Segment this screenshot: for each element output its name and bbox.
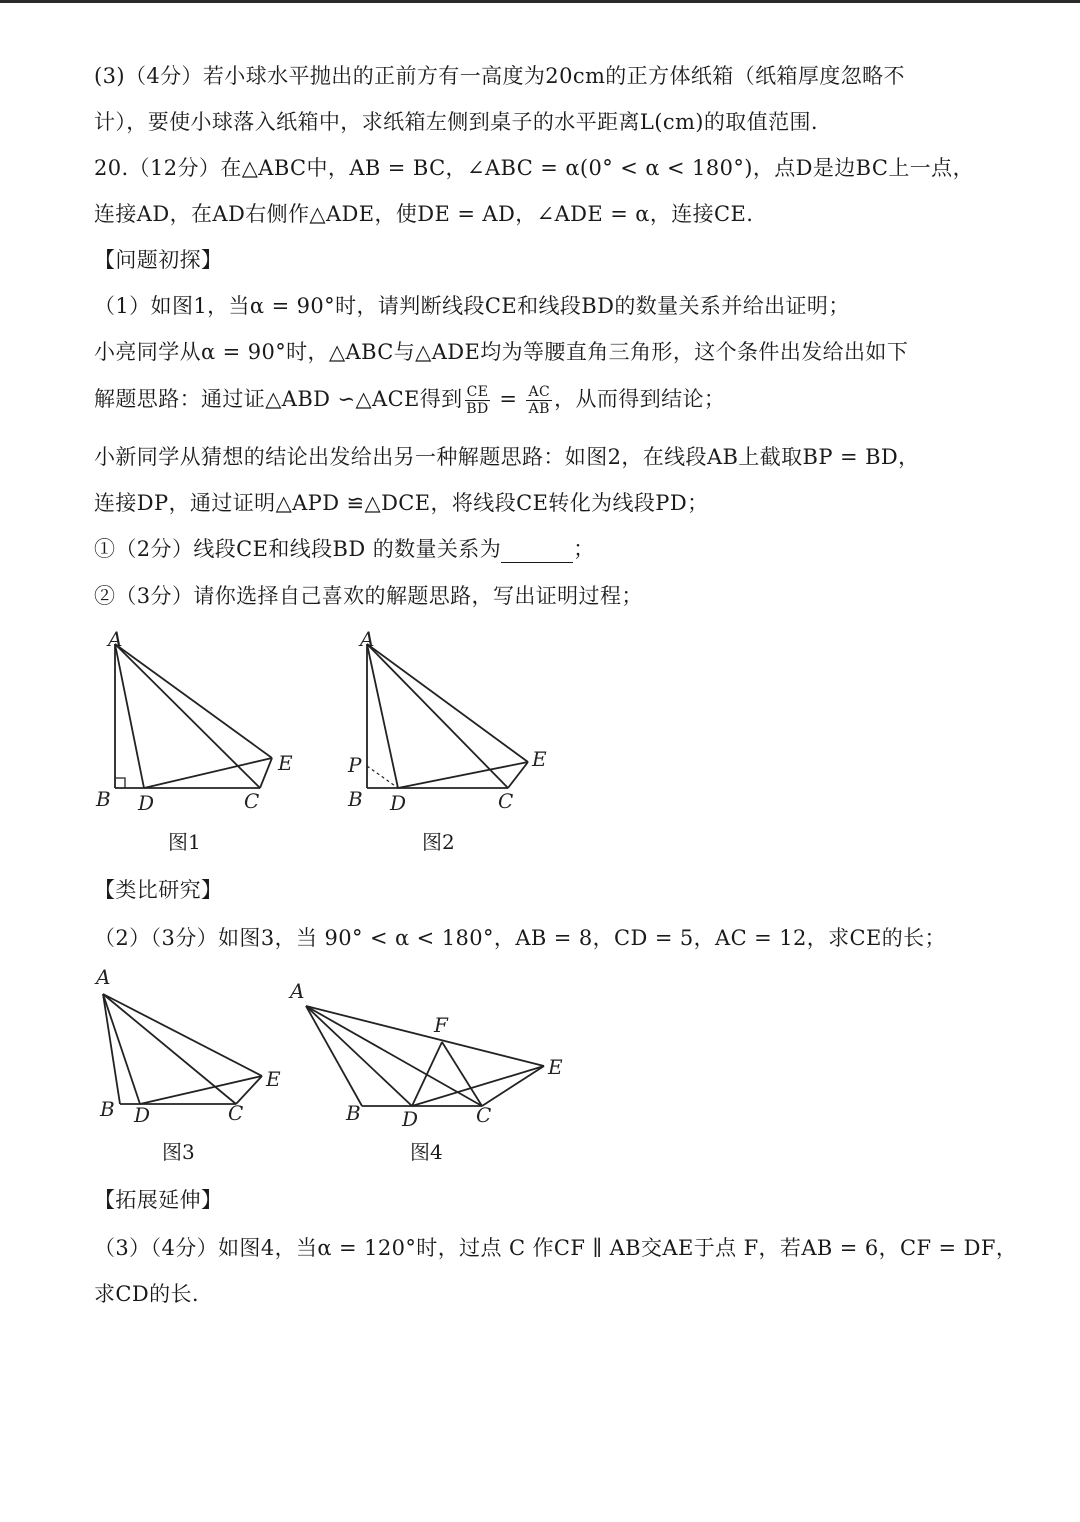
segment-ad bbox=[306, 1006, 412, 1106]
segment-de bbox=[140, 1076, 262, 1104]
label-a: A bbox=[290, 979, 305, 1003]
figure-1-caption: 图1 bbox=[168, 830, 201, 854]
xiaoxin-approach-line1: 小新同学从猜想的结论出发给出另一种解题思路：如图2，在线段AB上截取BP = BD， bbox=[94, 445, 920, 469]
label-d: D bbox=[138, 791, 155, 815]
sub1-text: ①（2分）线段CE和线段BD 的数量关系为 bbox=[94, 537, 502, 561]
q20-part2-question: （2）（3分）如图3，当 90° < α < 180°，AB = 8，CD = 5，AC = 12，求CE的长； bbox=[94, 926, 946, 950]
fraction-ac-over-ab bbox=[526, 384, 552, 417]
q20-stem-line2: 连接AD，在AD右侧作△ADE，使DE = AD，∠ADE = α，连接CE. bbox=[94, 202, 754, 226]
segment-ad bbox=[115, 644, 144, 788]
label-b: B bbox=[96, 787, 111, 811]
figure-4 bbox=[290, 978, 580, 1138]
segment-ad bbox=[367, 644, 398, 788]
xiaoxin-approach-line2: 连接DP，通过证明△APD ≌△DCE，将线段CE转化为线段PD； bbox=[94, 491, 709, 515]
q19-part3-line1: (3)（4分）若小球水平抛出的正前方有一高度为20cm的正方体纸箱（纸箱厚度忽略不 bbox=[94, 64, 905, 88]
section-heading-initial-exploration: 【问题初探】 bbox=[94, 248, 223, 272]
figure-2 bbox=[340, 626, 570, 816]
fraction-ce-over-bd bbox=[465, 384, 491, 417]
label-p: P bbox=[348, 753, 362, 777]
label-c: C bbox=[476, 1103, 492, 1127]
segment-ab bbox=[103, 994, 120, 1104]
approach-text-before: 解题思路：通过证△ABD ∽△ACE得到 bbox=[94, 387, 463, 411]
label-b: B bbox=[100, 1097, 115, 1121]
label-a: A bbox=[96, 965, 111, 989]
xiaoliang-approach-line1: 小亮同学从α = 90°时，△ABC与△ADE均为等腰直角三角形，这个条件出发给出如下 bbox=[94, 340, 909, 364]
label-d: D bbox=[134, 1103, 151, 1127]
label-e: E bbox=[548, 1055, 563, 1079]
page-top-border bbox=[0, 0, 1080, 3]
label-e: E bbox=[266, 1067, 281, 1091]
figure-3-caption: 图3 bbox=[162, 1140, 195, 1164]
figure-4-caption: 图4 bbox=[410, 1140, 443, 1164]
segment-ae bbox=[306, 1006, 544, 1066]
label-b: B bbox=[348, 787, 363, 811]
segment-de bbox=[398, 762, 528, 788]
approach-text-after: ，从而得到结论； bbox=[554, 387, 726, 411]
segment-df bbox=[412, 1042, 442, 1106]
label-e: E bbox=[278, 751, 293, 775]
figure-2-caption: 图2 bbox=[422, 830, 455, 854]
label-c: C bbox=[498, 789, 514, 813]
figure-1 bbox=[90, 626, 310, 816]
label-c: C bbox=[244, 789, 260, 813]
q20-part3-line2: 求CD的长. bbox=[94, 1282, 199, 1306]
label-f: F bbox=[434, 1013, 448, 1037]
segment-ce bbox=[260, 758, 272, 788]
q19-part3-line2: 计），要使小球落入纸箱中，求纸箱左侧到桌子的水平距离L(cm)的取值范围. bbox=[94, 110, 818, 134]
q20-part1-sub1 bbox=[94, 533, 595, 563]
label-b: B bbox=[346, 1101, 361, 1125]
segment-ac bbox=[367, 644, 508, 788]
equals-sign: = bbox=[492, 387, 525, 411]
segment-ae bbox=[367, 644, 528, 762]
xiaoliang-approach-line2 bbox=[94, 383, 725, 417]
fraction-numerator: AC bbox=[528, 384, 551, 400]
section-heading-extension: 【拓展延伸】 bbox=[94, 1188, 223, 1212]
answer-blank[interactable] bbox=[501, 542, 573, 563]
label-a: A bbox=[108, 627, 123, 651]
right-angle-mark bbox=[115, 778, 125, 788]
label-d: D bbox=[402, 1107, 419, 1131]
segment-cf bbox=[442, 1042, 482, 1106]
fraction-denominator: BD bbox=[466, 401, 489, 417]
segment-ae bbox=[115, 644, 272, 758]
q20-part3-line1: （3）（4分）如图4，当α = 120°时，过点 C 作CF ∥ AB交AE于点 F，若AB = 6，CF = DF， bbox=[94, 1236, 1018, 1260]
q20-stem-line1: 20.（12分）在△ABC中，AB = BC，∠ABC = α(0° < α < 180°)，点D是边BC上一点， bbox=[94, 156, 974, 180]
segment-de bbox=[144, 758, 272, 788]
label-a: A bbox=[360, 627, 375, 651]
label-e: E bbox=[532, 747, 547, 771]
section-heading-analogy: 【类比研究】 bbox=[94, 878, 223, 902]
sub1-end: ； bbox=[573, 537, 595, 561]
segment-ac bbox=[103, 994, 236, 1104]
segment-ac bbox=[306, 1006, 482, 1106]
fraction-numerator: CE bbox=[466, 384, 489, 400]
figure-3 bbox=[90, 966, 300, 1136]
q20-part1-question: （1）如图1，当α = 90°时，请判断线段CE和线段BD的数量关系并给出证明； bbox=[94, 294, 850, 318]
label-d: D bbox=[390, 791, 407, 815]
label-c: C bbox=[228, 1101, 244, 1125]
segment-ce bbox=[482, 1066, 544, 1106]
fraction-denominator: AB bbox=[528, 401, 550, 417]
q20-part1-sub2: ②（3分）请你选择自己喜欢的解题思路，写出证明过程； bbox=[94, 584, 643, 608]
